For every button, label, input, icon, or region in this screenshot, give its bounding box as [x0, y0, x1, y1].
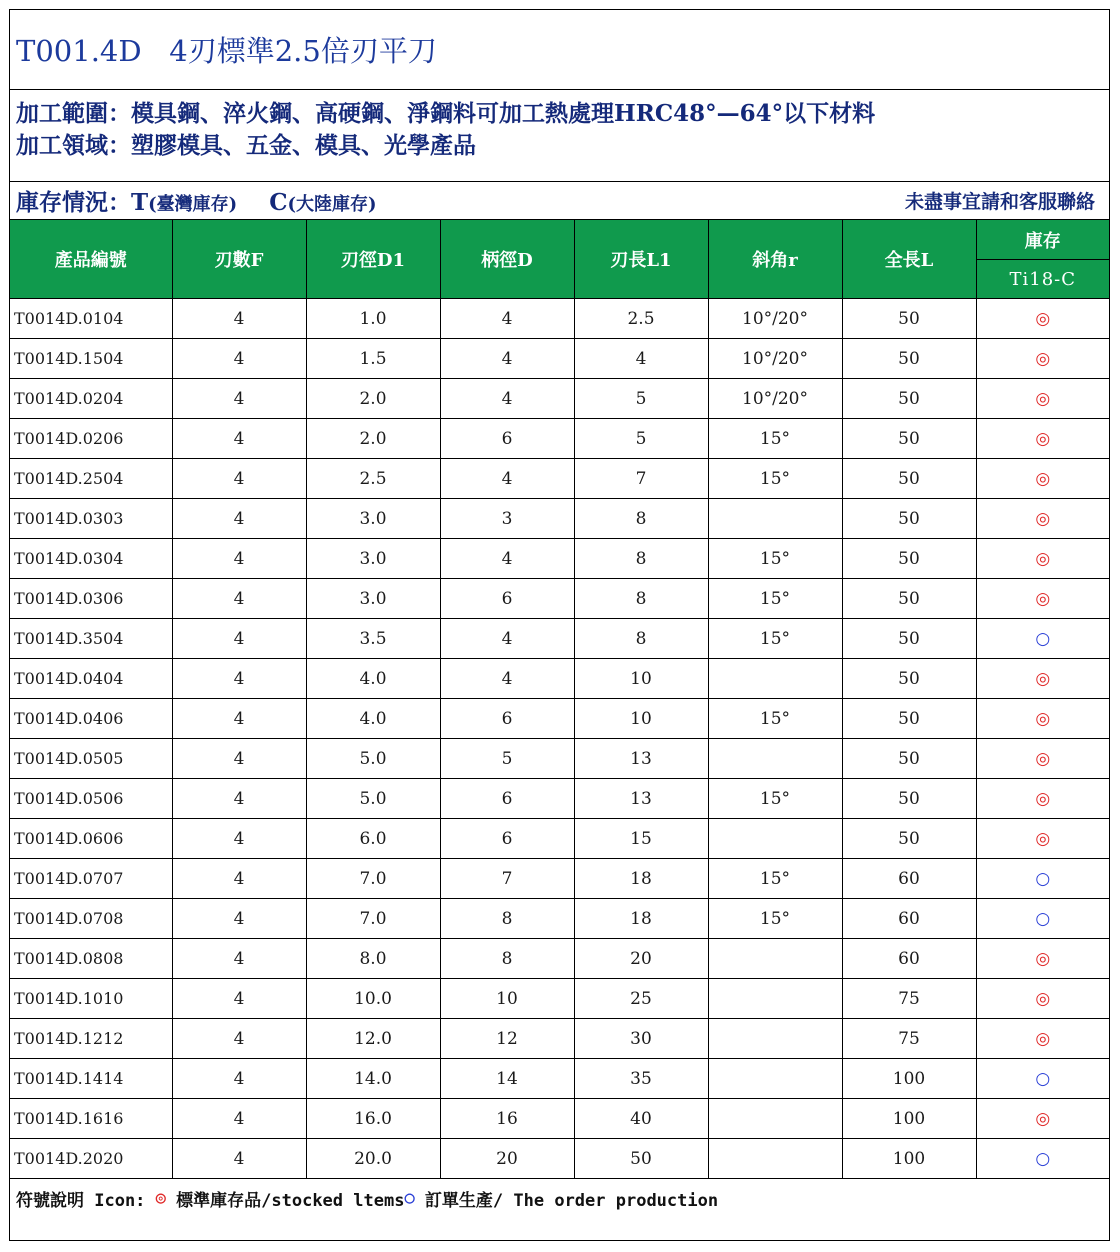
table-row	[10, 699, 1109, 739]
cell-stock	[976, 1139, 1109, 1179]
table-row	[10, 299, 1109, 339]
cell-flutes: 4	[172, 779, 306, 819]
cell-product-code: T0014D.0404	[10, 659, 172, 699]
cell-shank-diameter: 12	[440, 1019, 574, 1059]
cell-cutting-length: 13	[574, 779, 708, 819]
cell-flutes: 4	[172, 979, 306, 1019]
cell-overall-length: 50	[842, 619, 976, 659]
cell-cutting-diameter: 10.0	[306, 979, 440, 1019]
header-overall-length: 全長L	[842, 220, 976, 299]
header-shank-diameter: 柄徑D	[440, 220, 574, 299]
stocked-item-icon: ◎	[1035, 548, 1051, 569]
cell-flutes: 4	[172, 1139, 306, 1179]
header-product-code: 產品編號	[10, 220, 172, 299]
legend-label: 符號說明 Icon:	[16, 1190, 156, 1211]
cell-overall-length: 50	[842, 459, 976, 499]
cell-cutting-diameter: 3.0	[306, 539, 440, 579]
cell-product-code: T0014D.0707	[10, 859, 172, 899]
cell-cutting-diameter: 2.0	[306, 379, 440, 419]
cell-cutting-length: 2.5	[574, 299, 708, 339]
cell-stock	[976, 619, 1109, 659]
stocked-item-icon: ◎	[1035, 348, 1051, 369]
cell-overall-length: 75	[842, 1019, 976, 1059]
table-row	[10, 579, 1109, 619]
order-symbol-icon: ○	[404, 1188, 415, 1208]
header-coating: Ti18-C	[976, 260, 1109, 299]
cell-cutting-diameter: 2.5	[306, 459, 440, 499]
cell-cutting-length: 15	[574, 819, 708, 859]
cell-flutes: 4	[172, 699, 306, 739]
cell-product-code: T0014D.0206	[10, 419, 172, 459]
cell-cutting-length: 18	[574, 859, 708, 899]
cell-overall-length: 50	[842, 299, 976, 339]
product-table	[10, 220, 1109, 1179]
stocked-item-icon: ◎	[1035, 1028, 1051, 1049]
table-row	[10, 459, 1109, 499]
stocked-item-icon: ◎	[1035, 708, 1051, 729]
table-row	[10, 619, 1109, 659]
page-title: T001.4D 4刃標準2.5倍刃平刀	[10, 10, 1109, 90]
cell-angle: 15°	[708, 419, 842, 459]
cell-product-code: T0014D.0606	[10, 819, 172, 859]
cell-cutting-diameter: 16.0	[306, 1099, 440, 1139]
cell-shank-diameter: 4	[440, 339, 574, 379]
cell-angle	[708, 739, 842, 779]
cell-shank-diameter: 8	[440, 899, 574, 939]
cell-stock	[976, 1019, 1109, 1059]
cell-shank-diameter: 6	[440, 699, 574, 739]
cell-product-code: T0014D.0303	[10, 499, 172, 539]
cell-stock	[976, 1059, 1109, 1099]
cell-angle: 15°	[708, 459, 842, 499]
stocked-item-icon: ◎	[1035, 828, 1051, 849]
cell-cutting-length: 8	[574, 579, 708, 619]
cell-cutting-length: 8	[574, 539, 708, 579]
legend-order-text: 訂單生產/ The order production	[414, 1190, 719, 1211]
cell-overall-length: 100	[842, 1139, 976, 1179]
cell-angle: 15°	[708, 539, 842, 579]
cell-angle	[708, 659, 842, 699]
table-row	[10, 379, 1109, 419]
cell-flutes: 4	[172, 739, 306, 779]
cell-flutes: 4	[172, 899, 306, 939]
cell-shank-diameter: 4	[440, 379, 574, 419]
cell-cutting-diameter: 7.0	[306, 899, 440, 939]
cell-product-code: T0014D.3504	[10, 619, 172, 659]
cell-overall-length: 60	[842, 939, 976, 979]
cell-product-code: T0014D.0505	[10, 739, 172, 779]
cell-angle	[708, 1099, 842, 1139]
cell-flutes: 4	[172, 819, 306, 859]
cell-product-code: T0014D.1212	[10, 1019, 172, 1059]
cell-overall-length: 50	[842, 819, 976, 859]
cell-cutting-length: 10	[574, 699, 708, 739]
cell-stock	[976, 979, 1109, 1019]
stocked-item-icon: ◎	[1035, 1108, 1051, 1129]
header-cutting-length: 刃長L1	[574, 220, 708, 299]
cell-overall-length: 50	[842, 499, 976, 539]
cell-cutting-diameter: 6.0	[306, 819, 440, 859]
stocked-item-icon: ◎	[1035, 588, 1051, 609]
cell-cutting-diameter: 12.0	[306, 1019, 440, 1059]
header-cutting-diameter: 刃徑D1	[306, 220, 440, 299]
cell-stock	[976, 539, 1109, 579]
cell-flutes: 4	[172, 1059, 306, 1099]
cell-shank-diameter: 10	[440, 979, 574, 1019]
cell-cutting-length: 7	[574, 459, 708, 499]
cell-shank-diameter: 5	[440, 739, 574, 779]
cell-product-code: T0014D.0406	[10, 699, 172, 739]
stocked-item-icon: ◎	[1035, 748, 1051, 769]
cell-angle	[708, 1059, 842, 1099]
cell-angle: 10°/20°	[708, 379, 842, 419]
cell-angle	[708, 979, 842, 1019]
cell-flutes: 4	[172, 539, 306, 579]
cell-cutting-diameter: 2.0	[306, 419, 440, 459]
cell-product-code: T0014D.0506	[10, 779, 172, 819]
cell-flutes: 4	[172, 379, 306, 419]
table-row	[10, 1139, 1109, 1179]
cell-shank-diameter: 20	[440, 1139, 574, 1179]
cell-product-code: T0014D.2504	[10, 459, 172, 499]
stocked-symbol-icon: ◎	[155, 1188, 166, 1208]
header-stock: 庫存	[976, 220, 1109, 260]
cell-angle: 15°	[708, 699, 842, 739]
cell-cutting-diameter: 5.0	[306, 779, 440, 819]
cell-flutes: 4	[172, 939, 306, 979]
cell-flutes: 4	[172, 1099, 306, 1139]
stocked-item-icon: ◎	[1035, 308, 1051, 329]
cell-stock	[976, 419, 1109, 459]
stock-label: 庫存情況：	[16, 189, 131, 216]
contact-note: 未盡事宜請和客服聯絡	[904, 191, 1095, 213]
cell-overall-length: 50	[842, 739, 976, 779]
cell-cutting-diameter: 7.0	[306, 859, 440, 899]
cell-product-code: T0014D.0808	[10, 939, 172, 979]
product-spec-sheet	[9, 9, 1110, 1241]
cell-stock	[976, 819, 1109, 859]
table-row	[10, 819, 1109, 859]
table-row	[10, 1059, 1109, 1099]
cell-shank-diameter: 16	[440, 1099, 574, 1139]
cell-stock	[976, 699, 1109, 739]
order-production-icon: ○	[1035, 628, 1051, 649]
cell-flutes: 4	[172, 619, 306, 659]
cell-overall-length: 50	[842, 339, 976, 379]
processing-field: 加工領域：塑膠模具、五金、模具、光學產品	[16, 132, 476, 159]
cell-cutting-length: 10	[574, 659, 708, 699]
table-row	[10, 1099, 1109, 1139]
stocked-item-icon: ◎	[1035, 508, 1051, 529]
cell-stock	[976, 659, 1109, 699]
cell-cutting-length: 8	[574, 619, 708, 659]
cell-cutting-length: 40	[574, 1099, 708, 1139]
cell-product-code: T0014D.0204	[10, 379, 172, 419]
cell-stock	[976, 579, 1109, 619]
symbol-legend	[10, 1179, 1109, 1217]
cell-shank-diameter: 4	[440, 459, 574, 499]
order-production-icon: ○	[1035, 1148, 1051, 1169]
cell-flutes: 4	[172, 659, 306, 699]
cell-cutting-length: 18	[574, 899, 708, 939]
stocked-item-icon: ◎	[1035, 788, 1051, 809]
cell-shank-diameter: 4	[440, 659, 574, 699]
table-row	[10, 939, 1109, 979]
cell-cutting-diameter: 8.0	[306, 939, 440, 979]
cell-overall-length: 100	[842, 1059, 976, 1099]
stocked-item-icon: ◎	[1035, 388, 1051, 409]
cell-angle: 10°/20°	[708, 299, 842, 339]
stock-c-desc: (大陸庫存)	[287, 194, 377, 215]
table-row	[10, 339, 1109, 379]
cell-flutes: 4	[172, 859, 306, 899]
cell-product-code: T0014D.1414	[10, 1059, 172, 1099]
cell-shank-diameter: 7	[440, 859, 574, 899]
cell-flutes: 4	[172, 459, 306, 499]
cell-overall-length: 50	[842, 779, 976, 819]
order-production-icon: ○	[1035, 1068, 1051, 1089]
cell-cutting-length: 5	[574, 419, 708, 459]
table-row	[10, 899, 1109, 939]
cell-overall-length: 50	[842, 659, 976, 699]
stocked-item-icon: ◎	[1035, 468, 1051, 489]
cell-cutting-length: 8	[574, 499, 708, 539]
order-production-icon: ○	[1035, 908, 1051, 929]
cell-cutting-diameter: 4.0	[306, 699, 440, 739]
table-row	[10, 739, 1109, 779]
cell-angle	[708, 819, 842, 859]
cell-cutting-diameter: 3.0	[306, 579, 440, 619]
cell-cutting-diameter: 1.5	[306, 339, 440, 379]
cell-stock	[976, 739, 1109, 779]
cell-stock	[976, 379, 1109, 419]
stock-t-code: T	[131, 189, 149, 216]
cell-cutting-diameter: 4.0	[306, 659, 440, 699]
stocked-item-icon: ◎	[1035, 988, 1051, 1009]
cell-product-code: T0014D.2020	[10, 1139, 172, 1179]
cell-angle: 15°	[708, 859, 842, 899]
cell-cutting-diameter: 1.0	[306, 299, 440, 339]
cell-flutes: 4	[172, 499, 306, 539]
processing-range: 加工範圍：模具鋼、淬火鋼、高硬鋼、淨鋼料可加工熱處理HRC48°—64°以下材料	[16, 100, 876, 127]
header-angle: 斜角r	[708, 220, 842, 299]
cell-product-code: T0014D.1504	[10, 339, 172, 379]
cell-shank-diameter: 6	[440, 779, 574, 819]
table-row	[10, 539, 1109, 579]
cell-product-code: T0014D.1010	[10, 979, 172, 1019]
cell-cutting-diameter: 14.0	[306, 1059, 440, 1099]
cell-shank-diameter: 4	[440, 539, 574, 579]
cell-angle: 15°	[708, 579, 842, 619]
cell-overall-length: 50	[842, 579, 976, 619]
cell-shank-diameter: 3	[440, 499, 574, 539]
cell-stock	[976, 299, 1109, 339]
cell-flutes: 4	[172, 419, 306, 459]
processing-info	[10, 90, 1109, 182]
cell-shank-diameter: 6	[440, 419, 574, 459]
cell-cutting-diameter: 5.0	[306, 739, 440, 779]
table-row	[10, 859, 1109, 899]
cell-angle	[708, 1139, 842, 1179]
cell-cutting-length: 50	[574, 1139, 708, 1179]
cell-shank-diameter: 6	[440, 579, 574, 619]
cell-cutting-diameter: 20.0	[306, 1139, 440, 1179]
cell-overall-length: 75	[842, 979, 976, 1019]
cell-cutting-length: 25	[574, 979, 708, 1019]
cell-cutting-length: 4	[574, 339, 708, 379]
cell-product-code: T0014D.0306	[10, 579, 172, 619]
cell-stock	[976, 859, 1109, 899]
stock-c-code: C	[269, 189, 288, 216]
cell-angle: 10°/20°	[708, 339, 842, 379]
cell-shank-diameter: 4	[440, 619, 574, 659]
cell-product-code: T0014D.0708	[10, 899, 172, 939]
cell-stock	[976, 459, 1109, 499]
cell-angle: 15°	[708, 899, 842, 939]
cell-product-code: T0014D.0304	[10, 539, 172, 579]
cell-overall-length: 100	[842, 1099, 976, 1139]
cell-angle: 15°	[708, 779, 842, 819]
table-row	[10, 499, 1109, 539]
cell-product-code: T0014D.1616	[10, 1099, 172, 1139]
cell-product-code: T0014D.0104	[10, 299, 172, 339]
header-flutes: 刃數F	[172, 220, 306, 299]
cell-overall-length: 60	[842, 899, 976, 939]
cell-shank-diameter: 14	[440, 1059, 574, 1099]
cell-shank-diameter: 4	[440, 299, 574, 339]
table-row	[10, 659, 1109, 699]
stock-status-bar	[10, 182, 1109, 220]
cell-cutting-length: 5	[574, 379, 708, 419]
cell-overall-length: 50	[842, 379, 976, 419]
cell-overall-length: 50	[842, 419, 976, 459]
cell-angle	[708, 939, 842, 979]
cell-overall-length: 50	[842, 539, 976, 579]
cell-stock	[976, 939, 1109, 979]
cell-cutting-length: 20	[574, 939, 708, 979]
cell-stock	[976, 779, 1109, 819]
stocked-item-icon: ◎	[1035, 668, 1051, 689]
cell-cutting-diameter: 3.5	[306, 619, 440, 659]
cell-cutting-diameter: 3.0	[306, 499, 440, 539]
cell-shank-diameter: 6	[440, 819, 574, 859]
table-row	[10, 979, 1109, 1019]
cell-flutes: 4	[172, 579, 306, 619]
cell-flutes: 4	[172, 299, 306, 339]
cell-cutting-length: 30	[574, 1019, 708, 1059]
cell-flutes: 4	[172, 339, 306, 379]
cell-angle	[708, 499, 842, 539]
cell-cutting-length: 13	[574, 739, 708, 779]
stocked-item-icon: ◎	[1035, 948, 1051, 969]
stock-t-desc: (臺灣庫存)	[148, 194, 238, 215]
cell-stock	[976, 1099, 1109, 1139]
cell-overall-length: 60	[842, 859, 976, 899]
cell-shank-diameter: 8	[440, 939, 574, 979]
cell-overall-length: 50	[842, 699, 976, 739]
cell-stock	[976, 499, 1109, 539]
table-row	[10, 1019, 1109, 1059]
table-row	[10, 779, 1109, 819]
order-production-icon: ○	[1035, 868, 1051, 889]
cell-flutes: 4	[172, 1019, 306, 1059]
stocked-item-icon: ◎	[1035, 428, 1051, 449]
cell-stock	[976, 899, 1109, 939]
stock-legend	[16, 184, 377, 217]
table-row	[10, 419, 1109, 459]
cell-angle	[708, 1019, 842, 1059]
cell-cutting-length: 35	[574, 1059, 708, 1099]
legend-stocked-text: 標準庫存品/stocked ltems	[165, 1190, 405, 1211]
cell-stock	[976, 339, 1109, 379]
cell-angle: 15°	[708, 619, 842, 659]
